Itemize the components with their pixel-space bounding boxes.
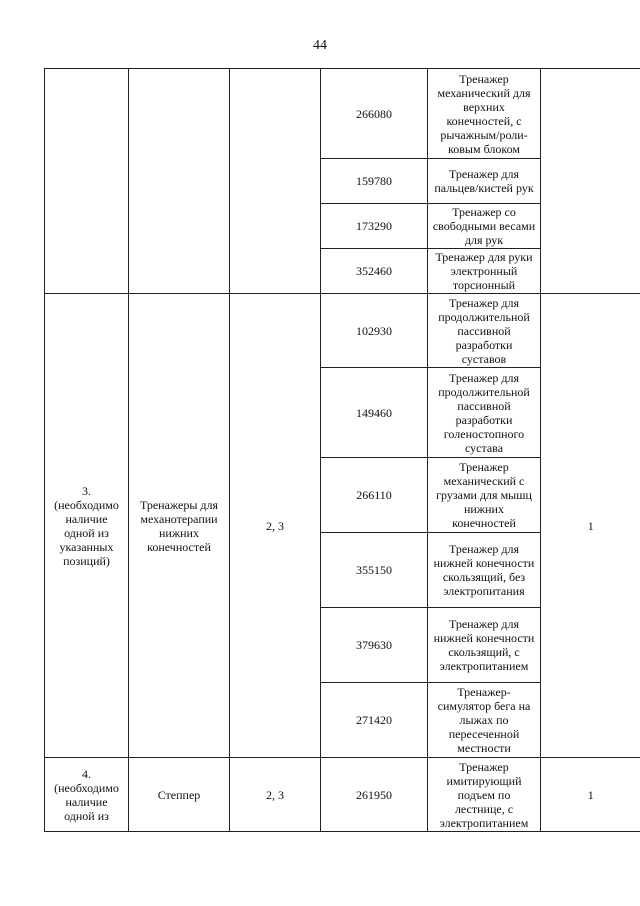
name-cell-empty <box>129 69 230 294</box>
description-cell: Тренажер механический с грузами для мышц нижних конечностей <box>428 458 541 533</box>
description-cell: Тренажер для нижней конечности скользящий, с электропитанием <box>428 608 541 683</box>
code-cell: 159780 <box>321 159 428 204</box>
table-row <box>45 758 640 832</box>
code-cell: 379630 <box>321 608 428 683</box>
description-cell: Тренажер для продолжительной пассивной разработки суставов <box>428 294 541 368</box>
description-cell: Тренажер имитирующий подъем по лестнице, с электропитанием <box>428 758 541 832</box>
code-cell: 266110 <box>321 458 428 533</box>
description-cell: Тренажер со свободными весами для рук <box>428 204 541 249</box>
code-cell: 355150 <box>321 533 428 608</box>
description-cell: Тренажер-симулятор бега на лыжах по пересеченной местности <box>428 683 541 758</box>
code-cell: 266080 <box>321 69 428 159</box>
description-cell: Тренажер для руки электронный торсионный <box>428 249 541 294</box>
description-cell: Тренажер для нижней конечности скользящий, без электропитания <box>428 533 541 608</box>
code-cell: 102930 <box>321 294 428 368</box>
description-cell: Тренажер механический для верхних конечностей, с рычажным/роли-ковым блоком <box>428 69 541 159</box>
group-name-cell: Тренажеры для механотерапии нижних конечностей <box>129 294 230 758</box>
group-quantity-cell: 1 <box>541 758 640 832</box>
description-cell: Тренажер для продолжительной пассивной разработки голеностопного сустава <box>428 368 541 458</box>
description-cell: Тренажер для пальцев/кистей рук <box>428 159 541 204</box>
sections-cell-empty <box>230 69 321 294</box>
group-sections-cell: 2, 3 <box>230 758 321 832</box>
code-cell: 149460 <box>321 368 428 458</box>
number-cell-empty <box>45 69 129 294</box>
group-number-cell: 3. (необходимо наличие одной из указанных позиций) <box>45 294 129 758</box>
code-cell: 261950 <box>321 758 428 832</box>
code-cell: 352460 <box>321 249 428 294</box>
page-number: 44 <box>313 38 327 53</box>
table-row <box>45 294 640 368</box>
code-cell: 173290 <box>321 204 428 249</box>
code-cell: 271420 <box>321 683 428 758</box>
group-sections-cell: 2, 3 <box>230 294 321 758</box>
equipment-table <box>44 68 640 832</box>
group-quantity-cell: 1 <box>541 294 640 758</box>
quantity-cell-empty <box>541 69 640 294</box>
table-row <box>45 69 640 159</box>
group-name-cell: Степпер <box>129 758 230 832</box>
group-number-cell: 4. (необходимо наличие одной из <box>45 758 129 832</box>
